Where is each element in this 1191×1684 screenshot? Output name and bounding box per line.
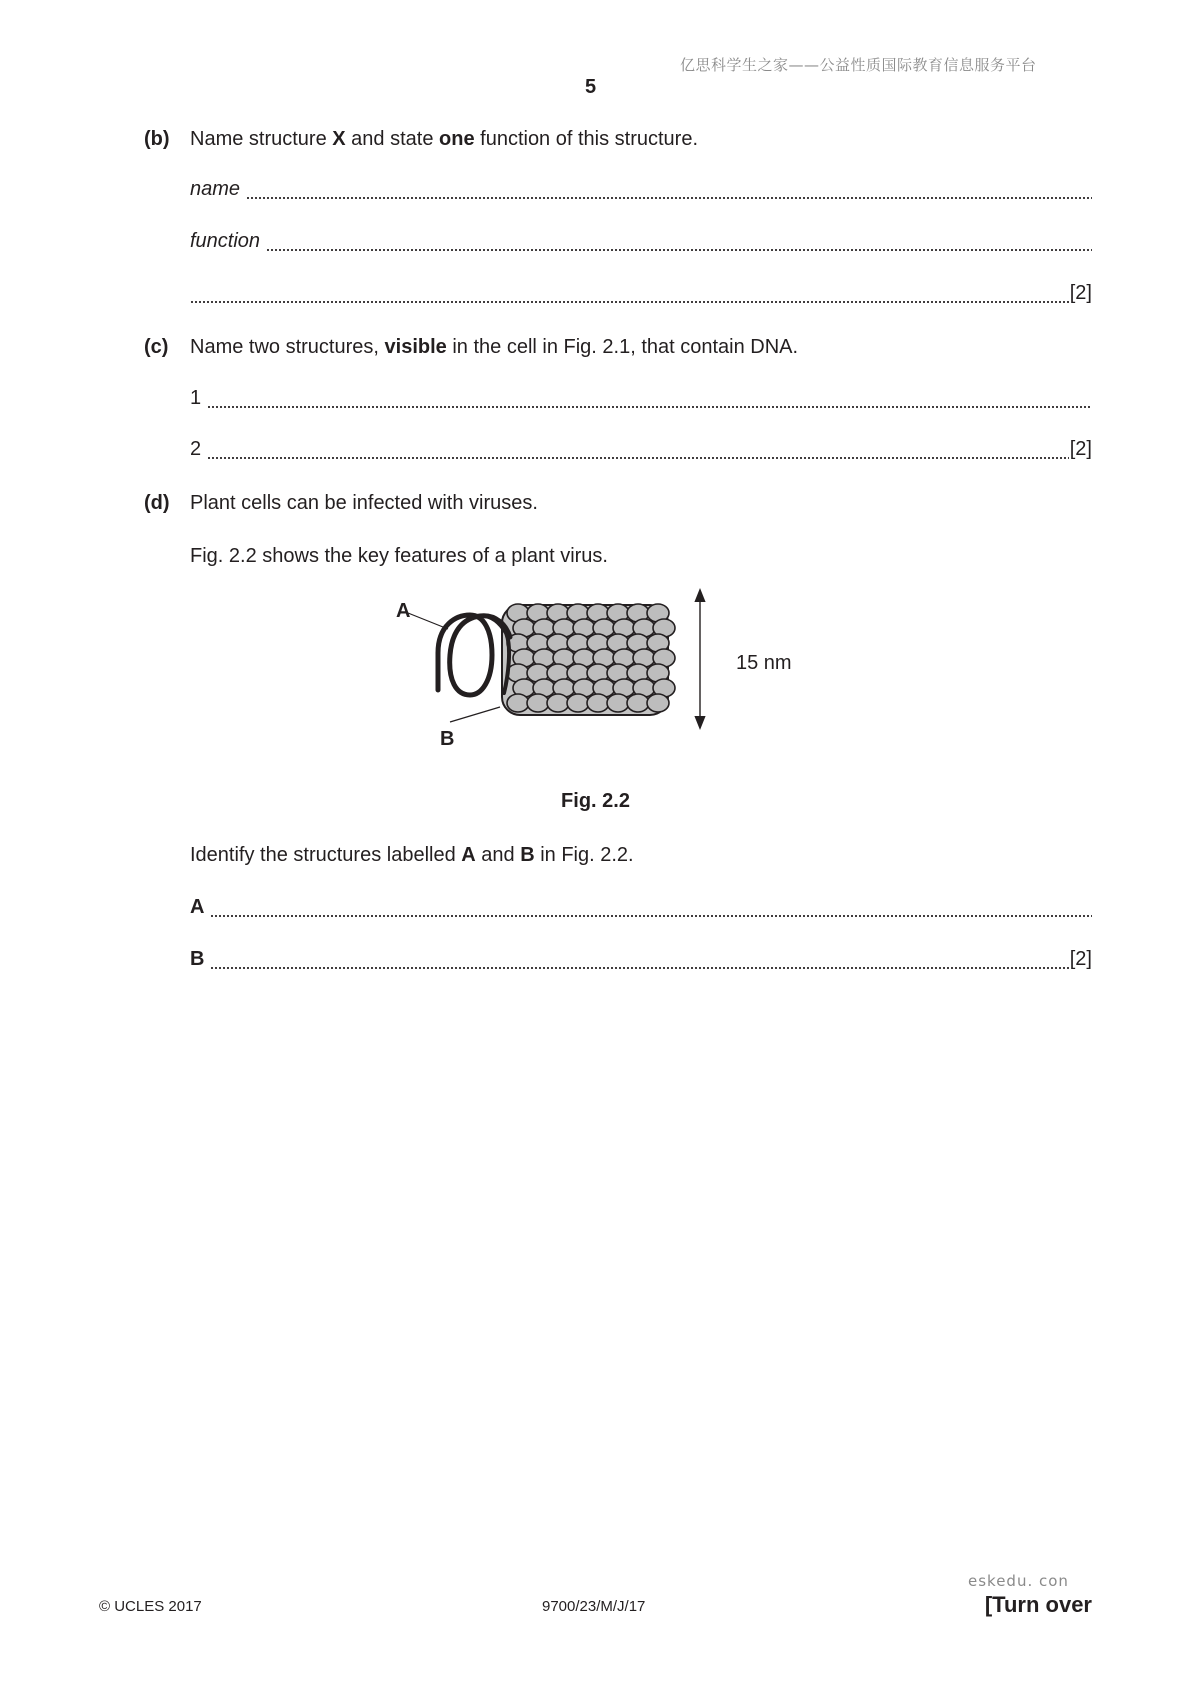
answer-label-a: A — [190, 896, 205, 918]
part-b-label: (b) — [144, 128, 170, 150]
dotted-line — [210, 901, 1092, 919]
answer-label-function: function — [190, 230, 261, 252]
identify-stem — [190, 844, 634, 867]
turn-over: [Turn over — [984, 1592, 1092, 1617]
label-b: B — [440, 728, 455, 750]
stem-bold-visible: visible — [384, 336, 447, 358]
part-c-stem — [190, 336, 798, 359]
answer-line-function-cont[interactable] — [190, 282, 1092, 305]
stem-text: Identify the structures labelled — [190, 844, 462, 866]
capsomere — [587, 694, 609, 712]
answer-label-2: 2 — [190, 438, 202, 460]
virus-rna-coil — [438, 615, 510, 695]
capsomere — [647, 694, 669, 712]
part-b-stem — [190, 128, 698, 151]
answer-line-b[interactable] — [190, 948, 1092, 971]
leader-line-b — [450, 707, 500, 722]
stem-bold-a: A — [461, 844, 476, 866]
dotted-line — [210, 953, 1068, 971]
part-d-stem: Plant cells can be infected with viruses. — [190, 492, 538, 514]
capsomere — [627, 694, 649, 712]
stem-bold-one: one — [439, 128, 475, 150]
leader-line-a — [408, 613, 448, 629]
capsomere — [567, 694, 589, 712]
answer-line-name[interactable] — [190, 178, 1092, 201]
figure-caption: Fig. 2.2 — [561, 790, 630, 812]
part-d-label: (d) — [144, 492, 170, 514]
answer-line-function[interactable] — [190, 230, 1092, 253]
footer-code: 9700/23/M/J/17 — [542, 1598, 646, 1615]
capsomere — [547, 694, 569, 712]
answer-label-1: 1 — [190, 387, 202, 409]
marks-label: [2] — [1069, 282, 1092, 304]
dimension-label: 15 nm — [736, 652, 792, 674]
dotted-line — [190, 287, 1069, 305]
footer-copyright: © UCLES 2017 — [99, 1598, 202, 1615]
label-a: A — [396, 600, 411, 622]
virus-capsid — [502, 604, 675, 715]
answer-line-c1[interactable] — [190, 387, 1092, 410]
capsomere — [507, 694, 529, 712]
dotted-line — [246, 183, 1092, 201]
capsomere — [607, 694, 629, 712]
dotted-line — [207, 392, 1092, 410]
footer-watermark: eskedu. con — [968, 1572, 1069, 1590]
stem-text: in the cell in Fig. 2.1, that contain DNA. — [446, 336, 799, 358]
answer-label-name: name — [190, 178, 241, 200]
answer-line-c2[interactable] — [190, 438, 1092, 461]
part-c-label: (c) — [144, 336, 169, 358]
dotted-line — [266, 235, 1092, 253]
stem-text: function of this structure. — [474, 128, 699, 150]
stem-text: Name structure — [190, 128, 333, 150]
stem-text: and state — [345, 128, 440, 150]
header-watermark: 亿思科学生之家——公益性质国际教育信息服务平台 — [680, 56, 1037, 74]
dotted-line — [207, 443, 1069, 461]
answer-label-b: B — [190, 948, 205, 970]
stem-text: and — [475, 844, 521, 866]
stem-bold-b: B — [520, 844, 535, 866]
page-number: 5 — [585, 76, 597, 98]
marks-label: [2] — [1069, 948, 1092, 970]
figure-intro: Fig. 2.2 shows the key features of a plant virus. — [190, 545, 608, 567]
answer-line-a[interactable] — [190, 896, 1092, 919]
marks-label: [2] — [1069, 438, 1092, 460]
stem-text: Name two structures, — [190, 336, 385, 358]
capsomere — [527, 694, 549, 712]
stem-text: in Fig. 2.2. — [534, 844, 634, 866]
stem-bold-x: X — [332, 128, 346, 150]
